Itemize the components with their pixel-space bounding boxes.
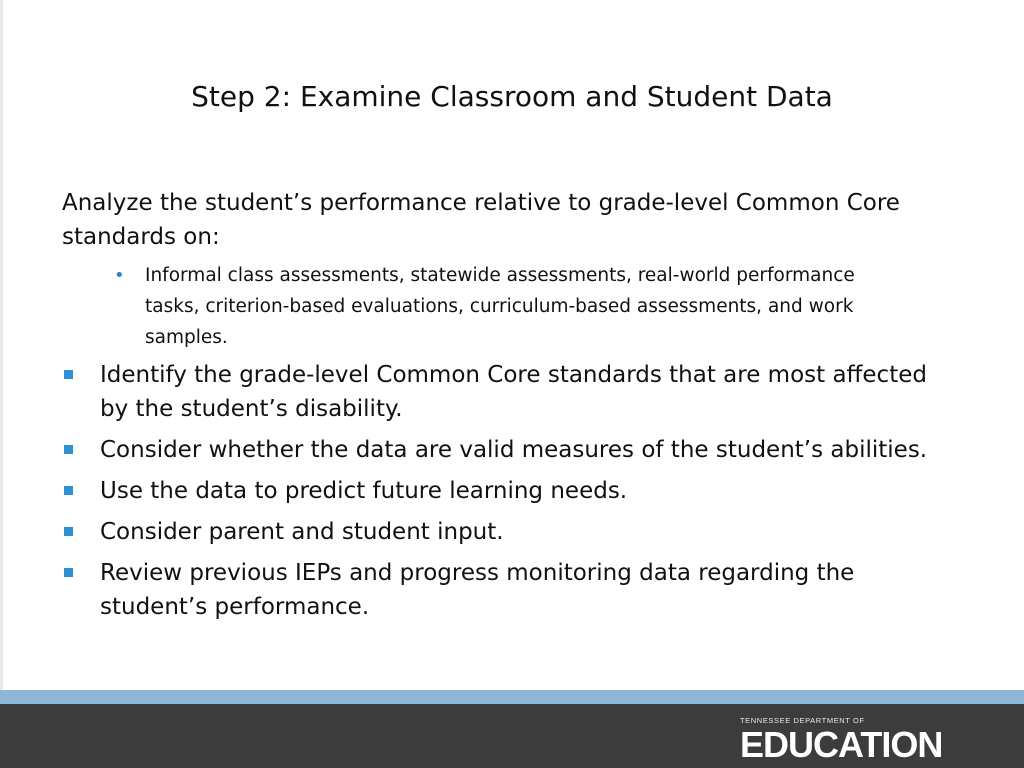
main-list-item: [62, 556, 952, 624]
main-item-text: Consider whether the data are valid measures of the student’s abilities.: [100, 437, 928, 463]
sub-list-item: [114, 260, 914, 353]
square-bullet-icon: [64, 527, 73, 536]
slide-title: Step 2: Examine Classroom and Student Data: [191, 80, 833, 113]
main-item-text: Consider parent and student input.: [100, 519, 504, 545]
main-list-item: [62, 515, 952, 549]
round-bullet-icon: •: [114, 265, 125, 286]
main-list-item: [62, 474, 952, 508]
logo-subtitle: TENNESSEE DEPARTMENT OF: [740, 716, 865, 725]
main-list-item: [62, 358, 952, 426]
square-bullet-icon: [64, 370, 73, 379]
square-bullet-icon: [64, 486, 73, 495]
main-bullet-list: [62, 358, 952, 631]
intro-text: Analyze the student’s performance relative to grade-level Common Core standards on:: [62, 190, 900, 250]
sub-item-text: Informal class assessments, statewide assessments, real-world performance tasks, criterion-based evaluations, curriculum-based assessments, and work samples.: [145, 265, 855, 348]
footer-stripe: [0, 690, 1024, 704]
square-bullet-icon: [64, 568, 73, 577]
education-logo: [740, 716, 970, 765]
main-item-text: Identify the grade-level Common Core standards that are most affected by the student’s disability.: [100, 362, 927, 422]
main-item-text: Use the data to predict future learning needs.: [100, 478, 628, 504]
logo-wordmark: EDUCATION: [740, 724, 943, 765]
sub-bullet-list: [114, 260, 914, 353]
square-bullet-icon: [64, 445, 73, 454]
main-item-text: Review previous IEPs and progress monitoring data regarding the student’s performance.: [100, 560, 855, 620]
main-list-item: [62, 433, 952, 467]
